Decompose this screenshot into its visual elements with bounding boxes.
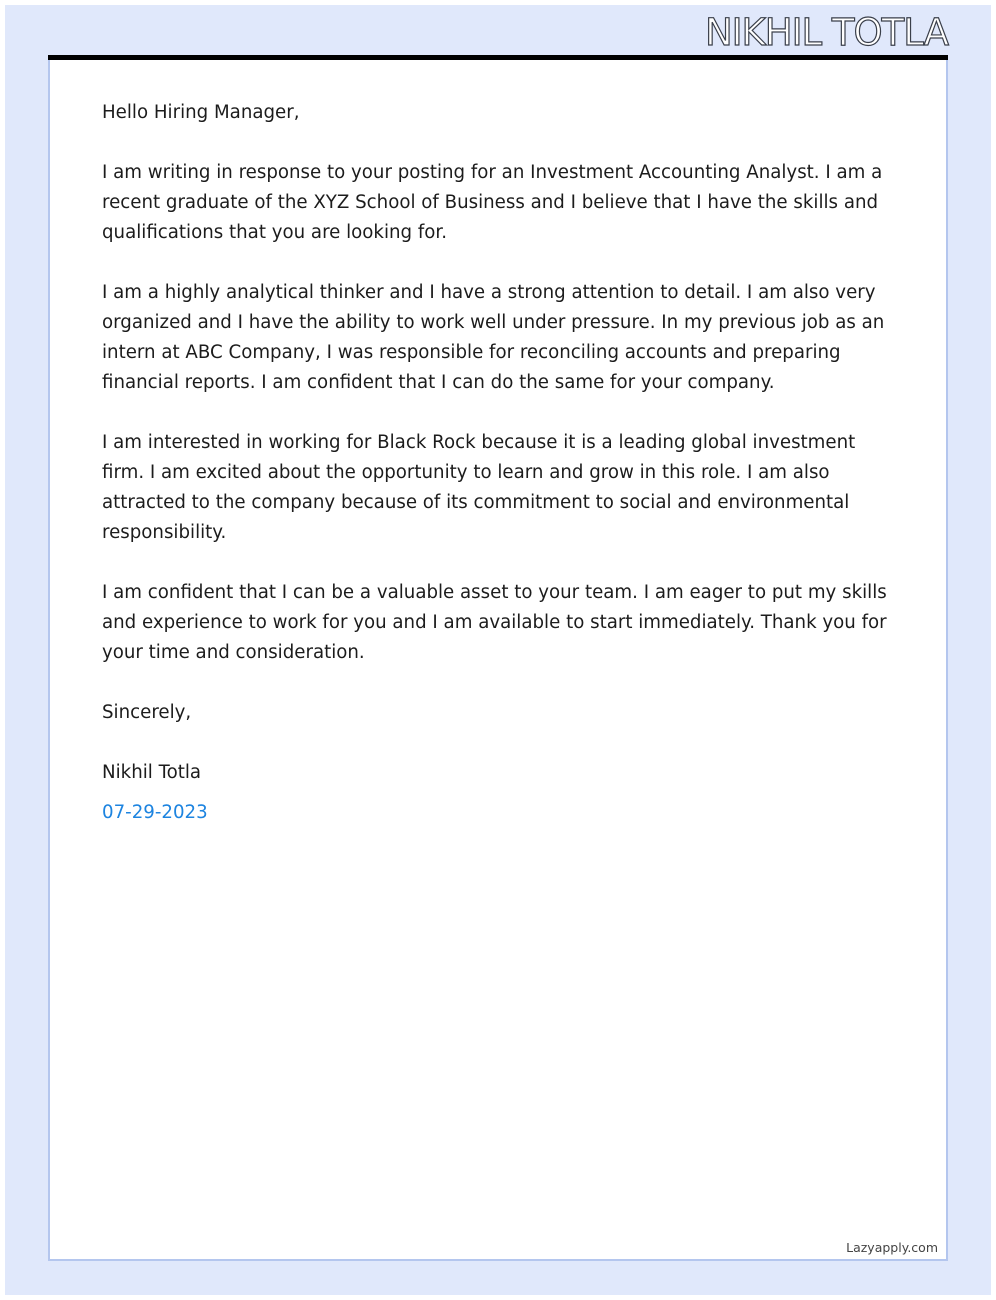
letter-paragraph-2: I am a highly analytical thinker and I have a strong attention to detail. I am also very organized and I have the ability to work well under pressure. In my previous job as an intern at ABC Company, I was responsible for reconciling accounts and preparing financial reports. I am confident that I can do the same for your company. bbox=[102, 282, 885, 393]
letter-date: 07-29-2023 bbox=[102, 802, 208, 823]
letter-paragraph-4: I am confident that I can be a valuable asset to your team. I am eager to put my skills and experience to work for you and I am available to start immediately. Thank you for your time and consideration. bbox=[102, 582, 887, 663]
cover-letter-body bbox=[102, 98, 898, 828]
letter-paragraph-1: I am writing in response to your posting for an Investment Accounting Analyst. I am a recent graduate of the XYZ School of Business and I believe that I have the skills and qualifications that you are looking for. bbox=[102, 162, 883, 243]
letter-closing: Sincerely, bbox=[102, 702, 192, 723]
header-name: NIKHIL TOTLA bbox=[704, 11, 948, 54]
letter-paragraph-3: I am interested in working for Black Rock because it is a leading global investment firm. I am excited about the opportunity to learn and grow in this role. I am also attracted to the company because of its commitment to social and environmental responsibility. bbox=[102, 432, 856, 543]
letter-greeting: Hello Hiring Manager, bbox=[102, 102, 300, 123]
letter-page bbox=[48, 60, 948, 1261]
letter-signature: Nikhil Totla bbox=[102, 762, 202, 783]
footer-brand[interactable]: Lazyapply.com bbox=[846, 1240, 938, 1255]
